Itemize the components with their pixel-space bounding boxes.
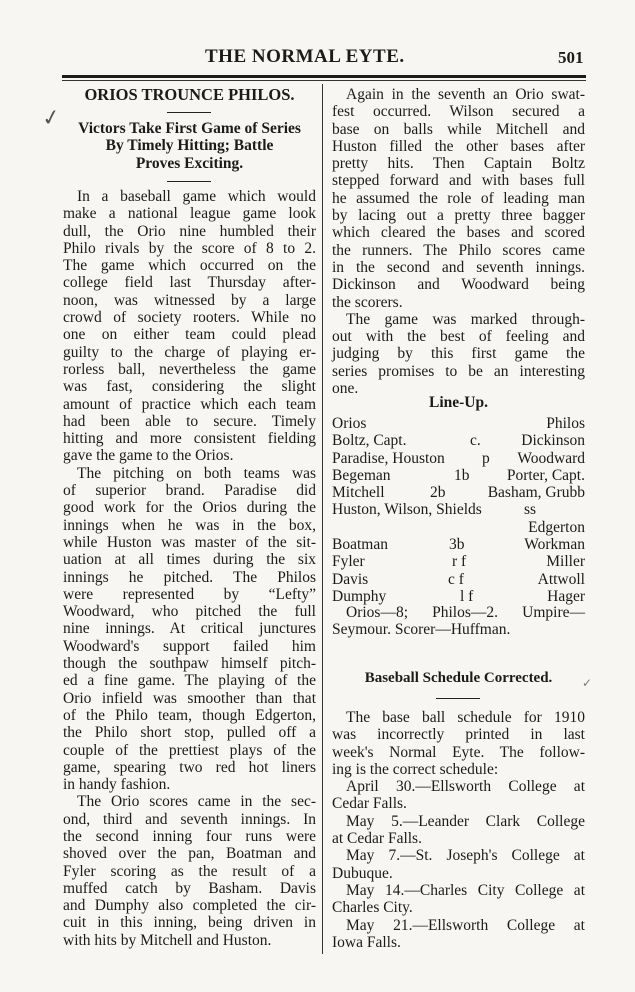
text-line: Cedar Falls. bbox=[332, 795, 407, 813]
text-line: base on balls while Mitchell and bbox=[332, 120, 585, 138]
lineup-row bbox=[332, 415, 585, 432]
text-line: dull, the Orio nine humbled their bbox=[63, 222, 316, 240]
text-line: week's Normal Eyte. The follow- bbox=[332, 743, 585, 761]
orios-player: Begeman bbox=[332, 466, 391, 484]
text-line: Dubuque. bbox=[332, 864, 393, 882]
text-line: the scorers. bbox=[332, 293, 403, 311]
schedule-body bbox=[332, 709, 585, 951]
position: 2b bbox=[430, 484, 446, 502]
text-line: The base ball schedule for 1910 bbox=[346, 709, 585, 726]
text-line: the Philo short stop, pulled off a bbox=[63, 724, 316, 742]
philos-player: Porter, Capt. bbox=[506, 466, 585, 484]
text-line: was incorrectly printed in last bbox=[332, 726, 585, 744]
text-line: pretty hits. Then Captain Boltz bbox=[332, 155, 585, 173]
article-headline: ORIOS TROUNCE PHILOS. bbox=[84, 85, 295, 104]
text-line: one. bbox=[332, 380, 359, 398]
lineup-row bbox=[332, 501, 585, 518]
philos-player: Attwoll bbox=[537, 570, 585, 588]
text-line: the second inning four runs were bbox=[63, 827, 316, 845]
orios-player: Dumphy bbox=[332, 587, 387, 605]
column-divider bbox=[322, 84, 323, 954]
text-line: crowd of society rooters. While no bbox=[63, 309, 316, 327]
text-line: uation at all times during the six bbox=[63, 551, 316, 569]
orios-player: Fyler bbox=[332, 553, 365, 571]
lineup-row bbox=[332, 553, 585, 570]
position: p bbox=[482, 449, 490, 467]
text-line: cuit in this inning, being driven in bbox=[63, 914, 316, 932]
text-line: in the second and seventh innings. bbox=[332, 258, 585, 276]
orios-player: Boatman bbox=[332, 536, 388, 554]
text-line: gave the game to the Orios. bbox=[63, 447, 234, 465]
text-line: Woodward's support failed him bbox=[63, 637, 316, 655]
text-line: muffed catch by Basham. Davis bbox=[63, 879, 316, 897]
text-line: The game which occurred on the bbox=[63, 257, 316, 275]
text-line: was fast, considering the slight bbox=[63, 378, 316, 396]
text-line: couple of the prettiest plays of the bbox=[63, 741, 316, 759]
schedule-rule bbox=[436, 698, 480, 699]
game-result bbox=[332, 604, 585, 639]
text-line: of superior brand. Paradise did bbox=[63, 482, 316, 500]
lineup-table bbox=[332, 415, 585, 605]
subhead-line: Victors Take First Game of Series bbox=[78, 120, 301, 137]
position: 1b bbox=[454, 466, 470, 484]
orios-player: Mitchell bbox=[332, 484, 385, 502]
text-line: Again in the seventh an Orio swat- bbox=[346, 86, 585, 103]
result-line: Orios—8; Philos—2. Umpire— bbox=[346, 604, 585, 621]
text-line: ing is the correct schedule: bbox=[332, 760, 499, 778]
text-line: rorless ball, nevertheless the game bbox=[63, 360, 316, 378]
text-line: Woodward, who pitched the full bbox=[63, 603, 316, 621]
text-line: Iowa Falls. bbox=[332, 933, 401, 951]
pencil-checkmark: ✓ bbox=[39, 103, 63, 132]
philos-player: Dickinson bbox=[521, 432, 585, 450]
text-line: game, spearing two red hot liners bbox=[63, 758, 316, 776]
subhead-line: By Timely Hitting; Battle bbox=[105, 137, 274, 155]
text-line: while Huston was master of the sit- bbox=[63, 533, 316, 551]
orios-player: Davis bbox=[332, 570, 369, 588]
lineup-title: Line-Up. bbox=[429, 394, 488, 411]
philos-player: Basham, Grubb bbox=[487, 484, 585, 502]
text-line: May 21.—Ellsworth College at bbox=[346, 916, 585, 934]
position: r f bbox=[452, 553, 467, 571]
lineup-row bbox=[332, 519, 585, 536]
text-line: had been able to secure. Timely bbox=[63, 412, 316, 430]
text-line: out with the best of feeling and bbox=[332, 328, 585, 346]
position: 3b bbox=[449, 536, 465, 554]
text-line: stepped forward and with bases full bbox=[332, 172, 585, 190]
position: ss bbox=[524, 501, 537, 519]
text-line: innings when he was in the box, bbox=[63, 516, 316, 534]
text-line: In a baseball game which would bbox=[77, 188, 316, 205]
text-line: May 14.—Charles City College at bbox=[346, 881, 585, 899]
subhead-line: Proves Exciting. bbox=[135, 154, 244, 172]
subhead-rule bbox=[167, 181, 211, 182]
text-line: May 7.—St. Joseph's College at bbox=[346, 847, 585, 865]
text-line: Charles City. bbox=[332, 899, 413, 917]
position: l f bbox=[460, 587, 474, 605]
text-line: one on either team could plead bbox=[63, 326, 316, 344]
text-line: guilty to the charge of playing er- bbox=[63, 343, 316, 361]
orios-player: Boltz, Capt. bbox=[332, 432, 407, 450]
lineup-row bbox=[332, 467, 585, 484]
orios-player: Paradise, Houston bbox=[332, 449, 445, 467]
text-line: The pitching on both teams was bbox=[77, 464, 316, 482]
text-line: May 5.—Leander Clark College bbox=[346, 812, 585, 830]
lineup-row bbox=[332, 484, 585, 501]
philos-player: Philos bbox=[546, 415, 585, 432]
orios-player: Orios bbox=[332, 415, 367, 432]
text-line: Dickinson and Woodward being bbox=[332, 276, 585, 294]
text-line: The Orio scores came in the sec- bbox=[77, 793, 316, 811]
text-line: hitting and more consistent fielding bbox=[63, 430, 316, 448]
philos-player: Miller bbox=[546, 553, 585, 571]
text-line: which cleared the bases and scored bbox=[332, 224, 585, 242]
pencil-mark: ✓ bbox=[582, 676, 593, 690]
result-line: Seymour. Scorer—Huffman. bbox=[332, 621, 511, 639]
text-line: ond, third and seventh innings. In bbox=[63, 810, 316, 828]
article-body-left bbox=[63, 188, 316, 949]
text-line: ed a fine game. The playing of the bbox=[63, 672, 316, 690]
text-line: college field last Thursday after- bbox=[63, 274, 316, 292]
text-line: judging by this first game the bbox=[332, 345, 585, 363]
headline-rule bbox=[167, 112, 211, 113]
text-line: April 30.—Ellsworth College at bbox=[346, 778, 585, 796]
text-line: fest occurred. Wilson secured a bbox=[332, 103, 585, 121]
text-line: Huston filled the other bases after bbox=[332, 137, 585, 155]
header-rule-thin bbox=[62, 80, 586, 81]
text-line: nine innings. At critical junctures bbox=[63, 620, 316, 638]
lineup-row bbox=[332, 432, 585, 449]
lineup-row bbox=[332, 450, 585, 467]
article-body-right bbox=[332, 86, 585, 397]
text-line: shoved over the pan, Boatman and bbox=[63, 845, 316, 863]
philos-player: Woodward bbox=[517, 449, 585, 467]
text-line: noon, was witnessed by a large bbox=[63, 291, 316, 309]
text-line: innings he pitched. The Philos bbox=[63, 568, 316, 586]
lineup-row bbox=[332, 536, 585, 553]
text-line: in handy fashion. bbox=[63, 776, 171, 794]
text-line: Philo rivals by the score of 8 to 2. bbox=[63, 239, 316, 257]
text-line: were represented by “Lefty” bbox=[63, 585, 316, 603]
text-line: amount of practice which each team bbox=[63, 395, 316, 413]
text-line: he assumed the role of leading man bbox=[332, 189, 585, 207]
philos-player: Workman bbox=[524, 536, 585, 554]
text-line: good work for the Orios during the bbox=[63, 499, 316, 517]
text-line: with hits by Mitchell and Huston. bbox=[63, 931, 272, 949]
lineup-row bbox=[332, 571, 585, 588]
text-line: though the southpaw himself pitch- bbox=[63, 655, 316, 673]
masthead-title: THE NORMAL EYTE. bbox=[205, 46, 405, 67]
text-line: and Dumphy also completed the cir- bbox=[63, 897, 316, 915]
philos-player: Edgerton bbox=[528, 518, 585, 536]
schedule-headline: Baseball Schedule Corrected. bbox=[364, 670, 553, 686]
text-line: Orio infield was smoother than that bbox=[63, 689, 316, 707]
text-line: The game was marked through- bbox=[346, 310, 585, 328]
header-rule bbox=[62, 75, 586, 78]
text-line: Fyler scoring as the result of a bbox=[63, 862, 316, 880]
text-line: by lacing out a pretty three bagger bbox=[332, 207, 585, 225]
text-line: of the Philo team, though Edgerton, bbox=[63, 706, 316, 724]
text-line: series promises to be an interesting bbox=[332, 362, 585, 380]
orios-player: Huston, Wilson, Shields bbox=[332, 501, 482, 519]
position: c. bbox=[470, 432, 481, 450]
page-number: 501 bbox=[558, 48, 584, 67]
text-line: at Cedar Falls. bbox=[332, 830, 422, 848]
position: c f bbox=[448, 570, 464, 588]
article-subhead bbox=[63, 120, 316, 172]
text-line: make a national league game look bbox=[63, 205, 316, 223]
text-line: the runners. The Philo scores came bbox=[332, 241, 585, 259]
lineup-row bbox=[332, 588, 585, 605]
philos-player: Hager bbox=[547, 587, 585, 605]
